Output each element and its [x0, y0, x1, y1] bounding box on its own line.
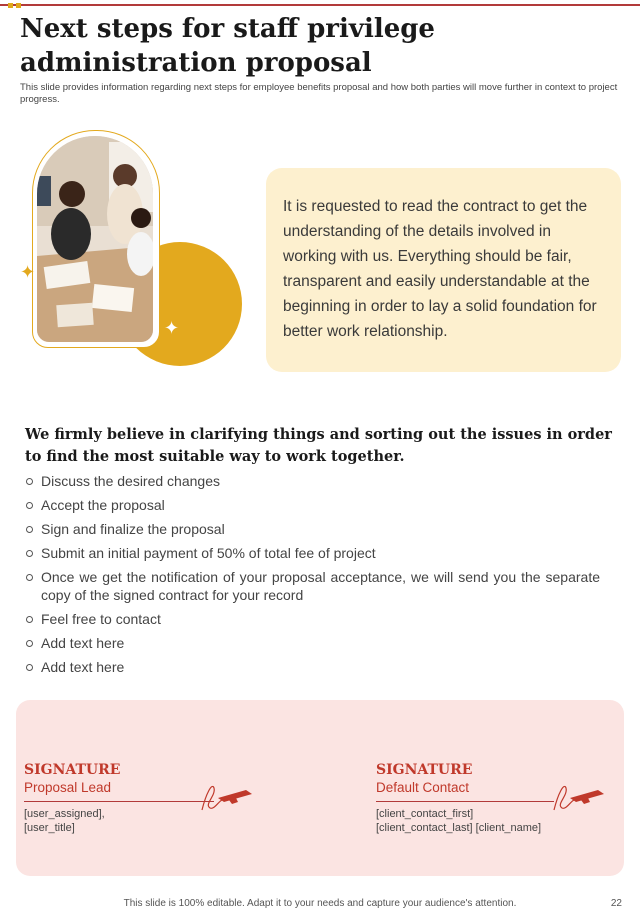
callout-box — [266, 168, 621, 372]
callout-text: It is requested to read the contract to get the understanding of the details involved in working with us. Everything should be fair, transparent and easily understandable at the beginning in order to lay a solid foundation for better work relationship. — [283, 198, 597, 340]
footer-note: This slide is 100% editable. Adapt it to your needs and capture your audience's attention. — [123, 898, 517, 909]
sparkle-icon: ✦ — [164, 318, 180, 338]
signature-line — [24, 801, 214, 802]
sparkle-icon: ✦ — [20, 262, 36, 282]
next-steps-list — [25, 472, 600, 682]
signature-line — [376, 801, 554, 802]
belief-statement: We firmly believe in clarifying things and sorting out the issues in order to find the most suitable way to work together. — [25, 426, 612, 465]
list-item: Add text here — [25, 634, 600, 652]
signature-field-line: [user_assigned], — [24, 808, 105, 820]
list-item: Sign and finalize the proposal — [25, 520, 600, 538]
team-photo — [37, 136, 153, 342]
signature-role: Proposal Lead — [24, 780, 112, 795]
signature-field-line: [client_contact_first] — [376, 808, 474, 820]
page-number: 22 — [610, 898, 622, 909]
signature-field-line: [client_contact_last] [client_name] — [376, 822, 542, 834]
list-item: Add text here — [25, 658, 600, 676]
top-rule — [0, 4, 640, 6]
pen-signature-icon — [196, 774, 256, 814]
list-item: Once we get the notification of your proposal acceptance, we will send you the separate copy of the signed contract for your record — [25, 568, 600, 604]
signature-field-line: [user_title] — [24, 822, 75, 834]
list-item: Feel free to contact — [25, 610, 600, 628]
page-title: Next steps for staff privilege administration proposal — [20, 14, 435, 78]
signature-heading: SIGNATURE — [24, 762, 121, 778]
list-item: Accept the proposal — [25, 496, 600, 514]
page-subtitle: This slide provides information regarding next steps for employee benefits proposal and how both parties will move further in context to project progress. — [20, 82, 618, 105]
signature-role: Default Contact — [376, 780, 470, 795]
top-dots — [8, 3, 21, 8]
pen-signature-icon — [548, 774, 608, 814]
signature-heading: SIGNATURE — [376, 762, 473, 778]
list-item: Submit an initial payment of 50% of total fee of project — [25, 544, 600, 562]
list-item: Discuss the desired changes — [25, 472, 600, 490]
signature-panel — [16, 700, 624, 876]
